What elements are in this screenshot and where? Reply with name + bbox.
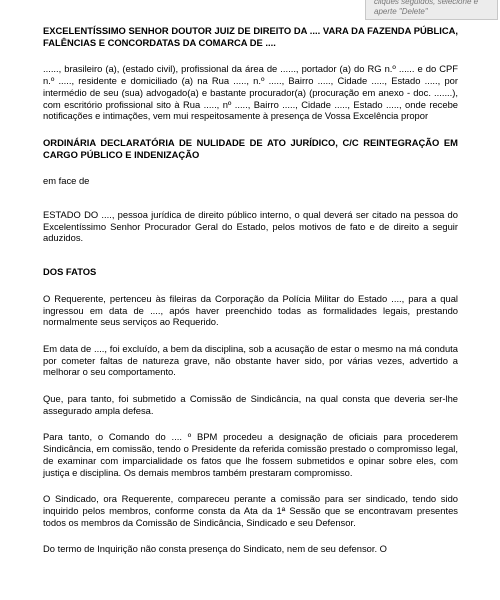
facts-paragraph: Que, para tanto, foi submetido a Comissão de Sindicância, na qual consta que deveria ser-lhe assegurado ampla defesa. — [43, 393, 458, 416]
instruction-tooltip — [365, 0, 498, 20]
tooltip-line-2: aperte "Delete" — [374, 7, 428, 16]
petition-body — [43, 25, 458, 555]
court-address: EXCELENTÍSSIMO SENHOR DOUTOR JUIZ DE DIREITO DA .... VARA DA FAZENDA PÚBLICA, FALÊNCIAS E CONCORDATAS DA COMARCA DE .... — [43, 25, 458, 48]
action-title: ORDINÁRIA DECLARATÓRIA DE NULIDADE DE ATO JURÍDICO, C/C REINTEGRAÇÃO EM CARGO PÚBLICO E INDENIZAÇÃO — [43, 136, 458, 160]
defendant-paragraph: ESTADO DO ...., pessoa jurídica de direito público interno, o qual deverá ser citado na pessoa do Excelentíssimo Senhor Procurador Geral do Estado, pelos motivos de fato e de direito a seguir aduzidos. — [43, 209, 458, 244]
facts-paragraph: Do termo de Inquirição não consta presença do Sindicato, nem de seu defensor. O — [43, 543, 387, 555]
in-face-of: em face de — [43, 175, 90, 187]
facts-paragraph: O Sindicado, ora Requerente, compareceu perante a comissão para ser sindicado, tendo sido inquirido pelos membros, conforme consta da Ata da 1ª Sessão que se encontravam presentes todos os membros da Comissão de Sindicância, Sindicado e seu Defensor. — [43, 493, 458, 528]
facts-paragraph: Para tanto, o Comando do .... º BPM procedeu a designação de oficiais para procederem Sindicância, em comissão, tendo o Presidente da referida comissão prestado o compromisso legal, de examinar com imparcialidade os fatos que lhe fossem submetidos e opinar sobre eles, com justiça e disciplina. Os demais membros também prestaram compromisso. — [43, 431, 458, 478]
tooltip-line-1: cliques seguidos, selecione e — [374, 0, 479, 6]
facts-heading: DOS FATOS — [43, 266, 97, 278]
facts-paragraph: O Requerente, pertenceu às fileiras da Corporação da Polícia Militar do Estado ...., para a qual ingressou em data de ...., após haver preenchido todas as formalidades legais, prestando normalmente seus serviços ao Requerido. — [43, 292, 458, 328]
plaintiff-qualification: ......, brasileiro (a), (estado civil), profissional da área de ......, portador (a) do RG n.º ...... e do CPF n.º ....., residente e domiciliado (a) na Rua ....., n.º ....., Bairro ....., Cidade ....., Estado ....., por intermédio de seu (sua) advogado(a) e bastante procurador(a) (procuração em anexo - doc. .......), com escritório profissional sito à Rua ....., nº ....., Bairro ....., Cidade ....., Estado ....., onde recebe notificações e intimações, vem mui respeitosamente à presença de Vossa Excelência propor — [43, 63, 458, 122]
facts-paragraph: Em data de ...., foi excluído, a bem da disciplina, sob a acusação de estar o mesmo na má conduta por cometer faltas de natureza grave, não obstante haver sido, por várias vezes, advertido a melhorar o seu comportamento. — [43, 342, 458, 378]
